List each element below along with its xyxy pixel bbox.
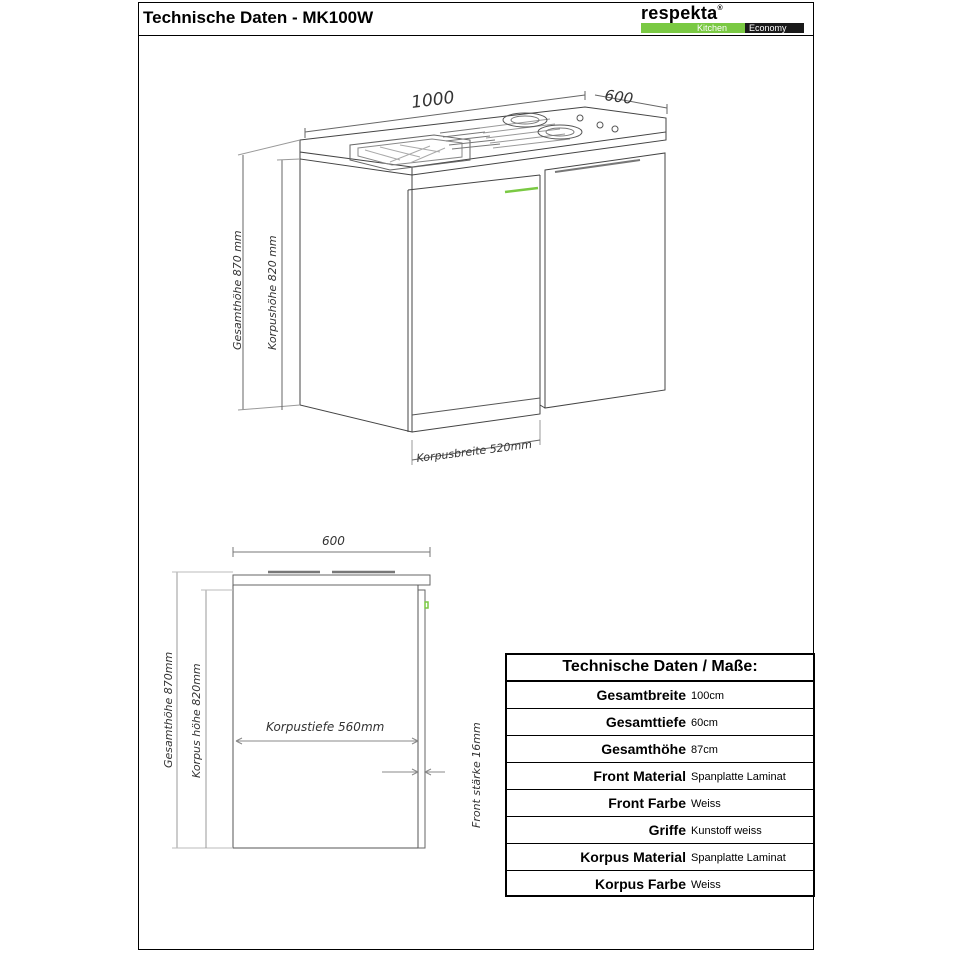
side-body-depth-text: Korpustiefe 560mm	[266, 720, 385, 734]
table-row	[507, 736, 813, 763]
spec-value: 60cm	[691, 717, 718, 729]
kitchen-3d-view	[231, 86, 667, 465]
logo-kitchen: Kitchen	[641, 23, 745, 33]
dim-width-text: 1000	[410, 87, 456, 113]
side-body-height-text: Korpus höhe 820mm	[190, 663, 203, 778]
spec-value: Spanplatte Laminat	[691, 852, 786, 864]
table-row	[507, 709, 813, 736]
dim-depth-text: 600	[603, 86, 635, 108]
table-row	[507, 763, 813, 790]
dim-body-width-text: Korpusbreite 520mm	[415, 437, 533, 465]
spec-table	[505, 653, 815, 897]
kitchen-side-view	[162, 534, 483, 848]
table-row	[507, 844, 813, 871]
spec-key: Griffe	[648, 822, 686, 838]
table-row	[507, 871, 813, 898]
side-front-thickness-text: Front stärke 16mm	[470, 722, 483, 828]
logo-wordmark: respekta®	[641, 3, 723, 23]
dim-total-height-text: Gesamthöhe 870 mm	[231, 230, 244, 350]
dim-body-height-text: Korpushöhe 820 mm	[266, 235, 279, 350]
spec-key: Gesamttiefe	[605, 714, 686, 730]
table-row	[507, 817, 813, 844]
spec-key: Front Material	[593, 768, 686, 784]
spec-value: Kunstoff weiss	[691, 825, 762, 837]
table-row	[507, 682, 813, 709]
spec-value: 87cm	[691, 744, 718, 756]
side-depth-text: 600	[322, 534, 345, 548]
spec-value: Spanplatte Laminat	[691, 771, 786, 783]
spec-key: Korpus Farbe	[594, 876, 686, 892]
spec-value: Weiss	[691, 798, 721, 810]
spec-key: Gesamthöhe	[601, 741, 686, 757]
side-total-height-text: Gesamthöhe 870mm	[162, 651, 175, 768]
spec-key: Front Farbe	[608, 795, 686, 811]
page-title: Technische Daten - MK100W	[143, 8, 374, 27]
logo-economy: Economy	[745, 23, 804, 33]
spec-key: Gesamtbreite	[596, 687, 686, 703]
spec-key: Korpus Material	[580, 849, 686, 865]
spec-value: 100cm	[691, 690, 725, 702]
spec-value: Weiss	[691, 879, 721, 891]
table-row	[507, 790, 813, 817]
spec-table-heading: Technische Daten / Maße:	[507, 655, 813, 682]
